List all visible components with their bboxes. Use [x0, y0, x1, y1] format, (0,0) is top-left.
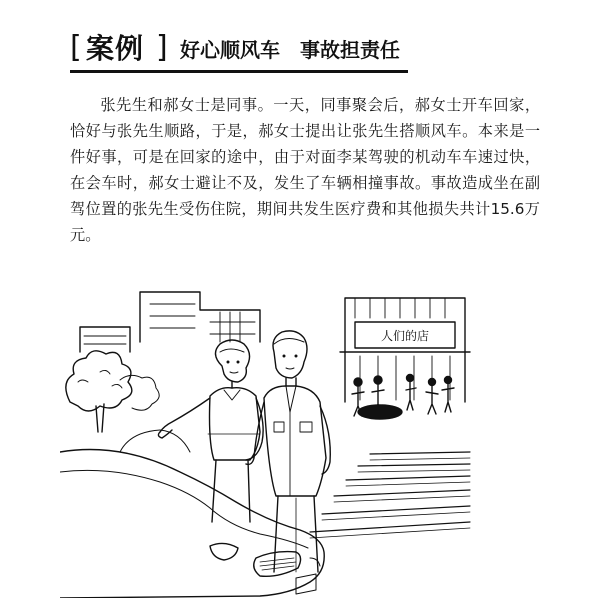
woman-figure: [158, 340, 263, 522]
right-bracket: ]: [156, 30, 168, 65]
case-paragraph: 张先生和郝女士是同事。一天，同事聚会后，郝女士开车回家，恰好与张先生顺路，于是，郝女士提出让张先生搭顺风车。本来是一件好事，可是在回家的途中，由于对面李某驾驶的机动车车速过快，在会车时，郝女士避让不及，发生了车辆相撞事故。事故造成坐在副驾位置的张先生受伤住院，期间共发生医疗费和其他损失共计15.6万元。: [70, 96, 540, 244]
background-buildings: [80, 292, 470, 402]
case-title: 好心顺风车 事故担责任: [180, 38, 400, 62]
header-underline: [70, 70, 408, 73]
distant-pedestrians: [352, 375, 454, 420]
street-scene-illustration: [60, 282, 480, 598]
trees: [66, 351, 159, 432]
left-bracket: [: [70, 30, 82, 65]
crosswalk: [310, 452, 470, 538]
case-header: [70, 28, 410, 72]
car: [60, 430, 324, 598]
store-sign-text: 人们的店: [380, 329, 430, 343]
case-label: 案例: [86, 32, 145, 65]
case-description: [70, 92, 540, 248]
